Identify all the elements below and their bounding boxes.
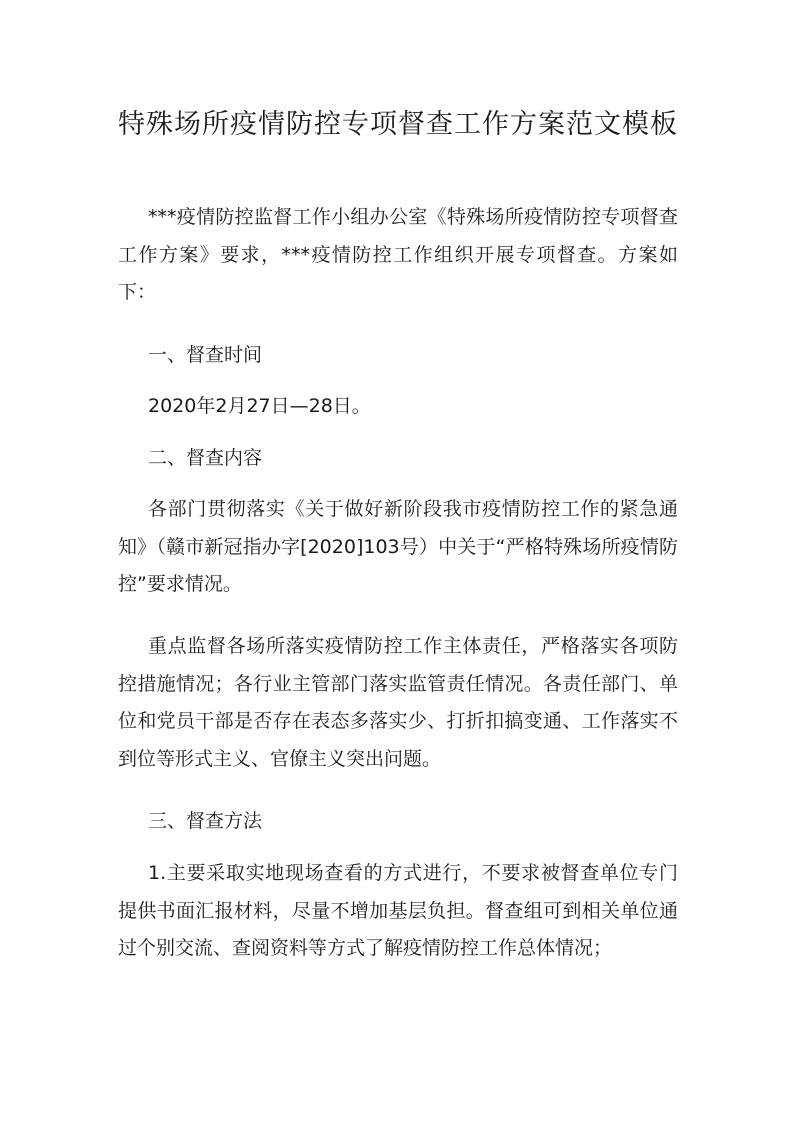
content-paragraph-1: 各部门贯彻落实《关于做好新阶段我市疫情防控工作的紧急通知》（赣市新冠指办字[2020]103号）中关于“严格特殊场所疫情防控”要求情况。 xyxy=(118,498,678,595)
section-heading-content: 二、督查内容 xyxy=(148,447,263,469)
section-heading-method: 三、督查方法 xyxy=(148,810,263,832)
method-paragraph-1: 1.主要采取实地现场查看的方式进行，不要求被督查单位专门提供书面汇报材料，尽量不增加基层负担。督查组可到相关单位通过个别交流、查阅资料等方式了解疫情防控工作总体情况； xyxy=(118,862,678,959)
time-paragraph: 2020年2月27日—28日。 xyxy=(148,395,371,417)
content-paragraph-2: 重点监督各场所落实疫情防控工作主体责任，严格落实各项防控措施情况；各行业主管部门落实监管责任情况。各责任部门、单位和党员干部是否存在表态多落实少、打折扣搞变通、工作落实不到位等形式主义、官僚主义突出问题。 xyxy=(118,635,678,770)
document-title: 特殊场所疫情防控专项督查工作方案范文模板 xyxy=(118,109,678,140)
section-heading-time: 一、督查时间 xyxy=(148,344,263,366)
intro-paragraph: ***疫情防控监督工作小组办公室《特殊场所疫情防控专项督查工作方案》要求，***疫情防控工作组织开展专项督查。方案如下： xyxy=(118,206,678,303)
